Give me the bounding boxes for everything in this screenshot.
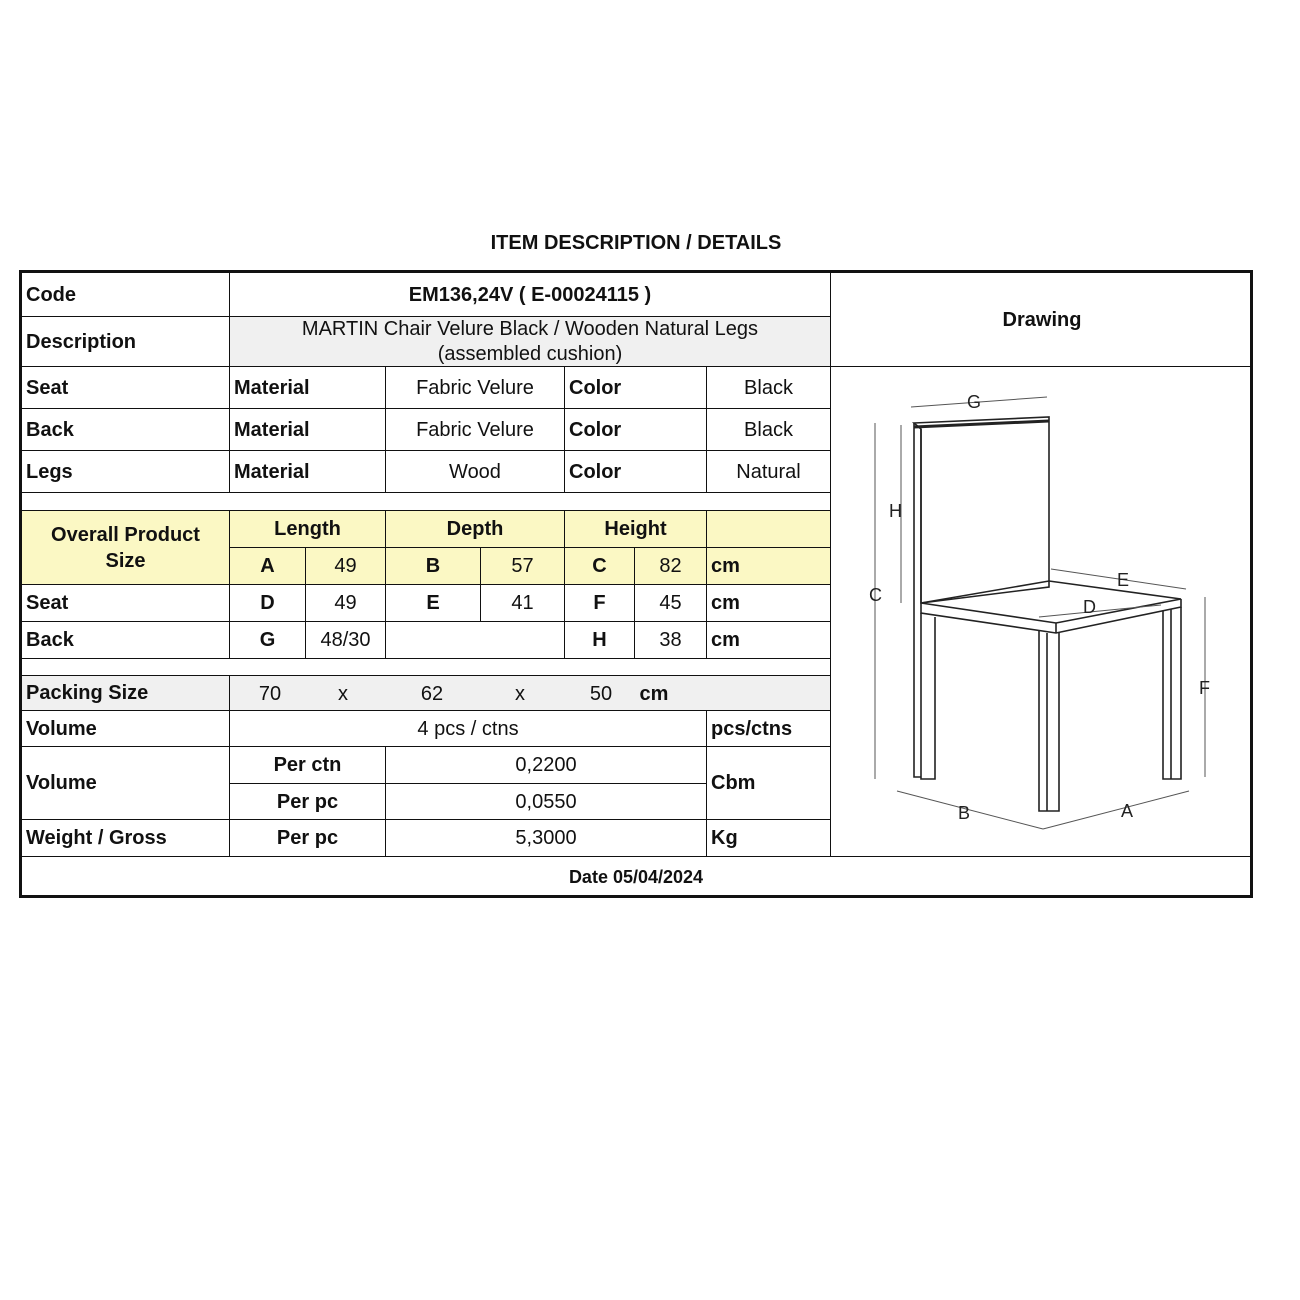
packing-x-1: x [338,682,348,705]
chair-drawing [831,367,1253,857]
dim-g-label: G [230,622,306,659]
part-legs-color: Natural [707,451,831,493]
overall-unit: cm [707,548,831,585]
dim-e-value: 41 [481,585,565,622]
code-value: EM136,24V ( E-00024115 ) [230,273,831,317]
code-label: Code [22,273,230,317]
drawing-letter-a: A [1121,801,1134,821]
per-pc-label: Per pc [230,784,386,820]
drawing-divider [830,273,831,857]
part-back-color: Black [707,409,831,451]
part-legs-color-label: Color [565,451,707,493]
weight-label: Weight / Gross [22,820,230,857]
dim-c-value: 82 [635,548,707,585]
packing-label: Packing Size [22,676,230,711]
part-seat-material: Fabric Velure [386,367,565,409]
part-seat-color-label: Color [565,367,707,409]
volume-cbm-label: Volume [22,747,230,820]
spacer-row [22,493,831,511]
dim-e-label: E [386,585,481,622]
description-line-1: MARTIN Chair Velure Black / Wooden Natural Legs [301,317,759,340]
dim-b-value: 57 [481,548,565,585]
part-seat-material-label: Material [230,367,386,409]
part-back-material-label: Material [230,409,386,451]
weight-unit: Kg [707,820,831,857]
packing-width: 62 [420,682,444,705]
dim-c-label: C [565,548,635,585]
drawing-letter-e: E [1117,570,1130,590]
dim-a-value: 49 [306,548,386,585]
part-back-color-label: Color [565,409,707,451]
dim-h-label: H [565,622,635,659]
dim-f-label: F [565,585,635,622]
volume-pcs-value: 4 pcs / ctns [230,711,707,747]
drawing-letter-c: C [869,585,882,605]
part-legs-material: Wood [386,451,565,493]
details-table [19,270,1253,898]
overall-size-line-2: Size [105,549,146,572]
overall-size-line-1: Overall Product [51,523,200,546]
page-title: ITEM DESCRIPTION / DETAILS [490,232,782,254]
part-seat-color: Black [707,367,831,409]
per-ctn-label: Per ctn [230,747,386,784]
dim-h-value: 38 [635,622,707,659]
back-dims-empty [386,622,565,659]
part-seat-label: Seat [22,367,230,409]
drawing-label: Drawing [831,273,1253,367]
length-header: Length [230,511,386,548]
packing-x-2: x [515,682,525,705]
unit-header-empty [707,511,831,548]
packing-length: 70 [258,682,282,705]
per-pc-value: 0,0550 [386,784,707,820]
dim-d-value: 49 [306,585,386,622]
dim-a-label: A [230,548,306,585]
back-dims-unit: cm [707,622,831,659]
seat-dims-label: Seat [22,585,230,622]
spacer-row-2 [22,659,831,676]
height-header: Height [565,511,707,548]
part-back-material: Fabric Velure [386,409,565,451]
dim-b-label: B [386,548,481,585]
description-value [230,317,831,367]
volume-cbm-unit: Cbm [707,747,831,820]
packing-height: 50 [589,682,613,705]
dim-f-value: 45 [635,585,707,622]
depth-header: Depth [386,511,565,548]
drawing-letter-g: G [967,392,982,412]
description-label: Description [22,317,230,367]
seat-dims-unit: cm [707,585,831,622]
weight-value: 5,3000 [386,820,707,857]
part-legs-label: Legs [22,451,230,493]
drawing-letter-f: F [1199,678,1210,698]
volume-pcs-label: Volume [22,711,230,747]
drawing-letter-h: H [889,501,902,521]
volume-pcs-unit: pcs/ctns [707,711,831,747]
weight-per-pc-label: Per pc [230,820,386,857]
overall-size-label [22,511,230,585]
part-legs-material-label: Material [230,451,386,493]
date-footer: Date 05/04/2024 [568,867,704,887]
drawing-letter-b: B [958,803,971,823]
back-dims-label: Back [22,622,230,659]
drawing-area [831,367,1253,857]
dim-d-label: D [230,585,306,622]
description-line-2: (assembled cushion) [437,342,623,365]
drawing-letter-d: D [1083,597,1096,617]
per-ctn-value: 0,2200 [386,747,707,784]
packing-unit: cm [639,682,669,705]
dim-g-value: 48/30 [306,622,386,659]
part-back-label: Back [22,409,230,451]
